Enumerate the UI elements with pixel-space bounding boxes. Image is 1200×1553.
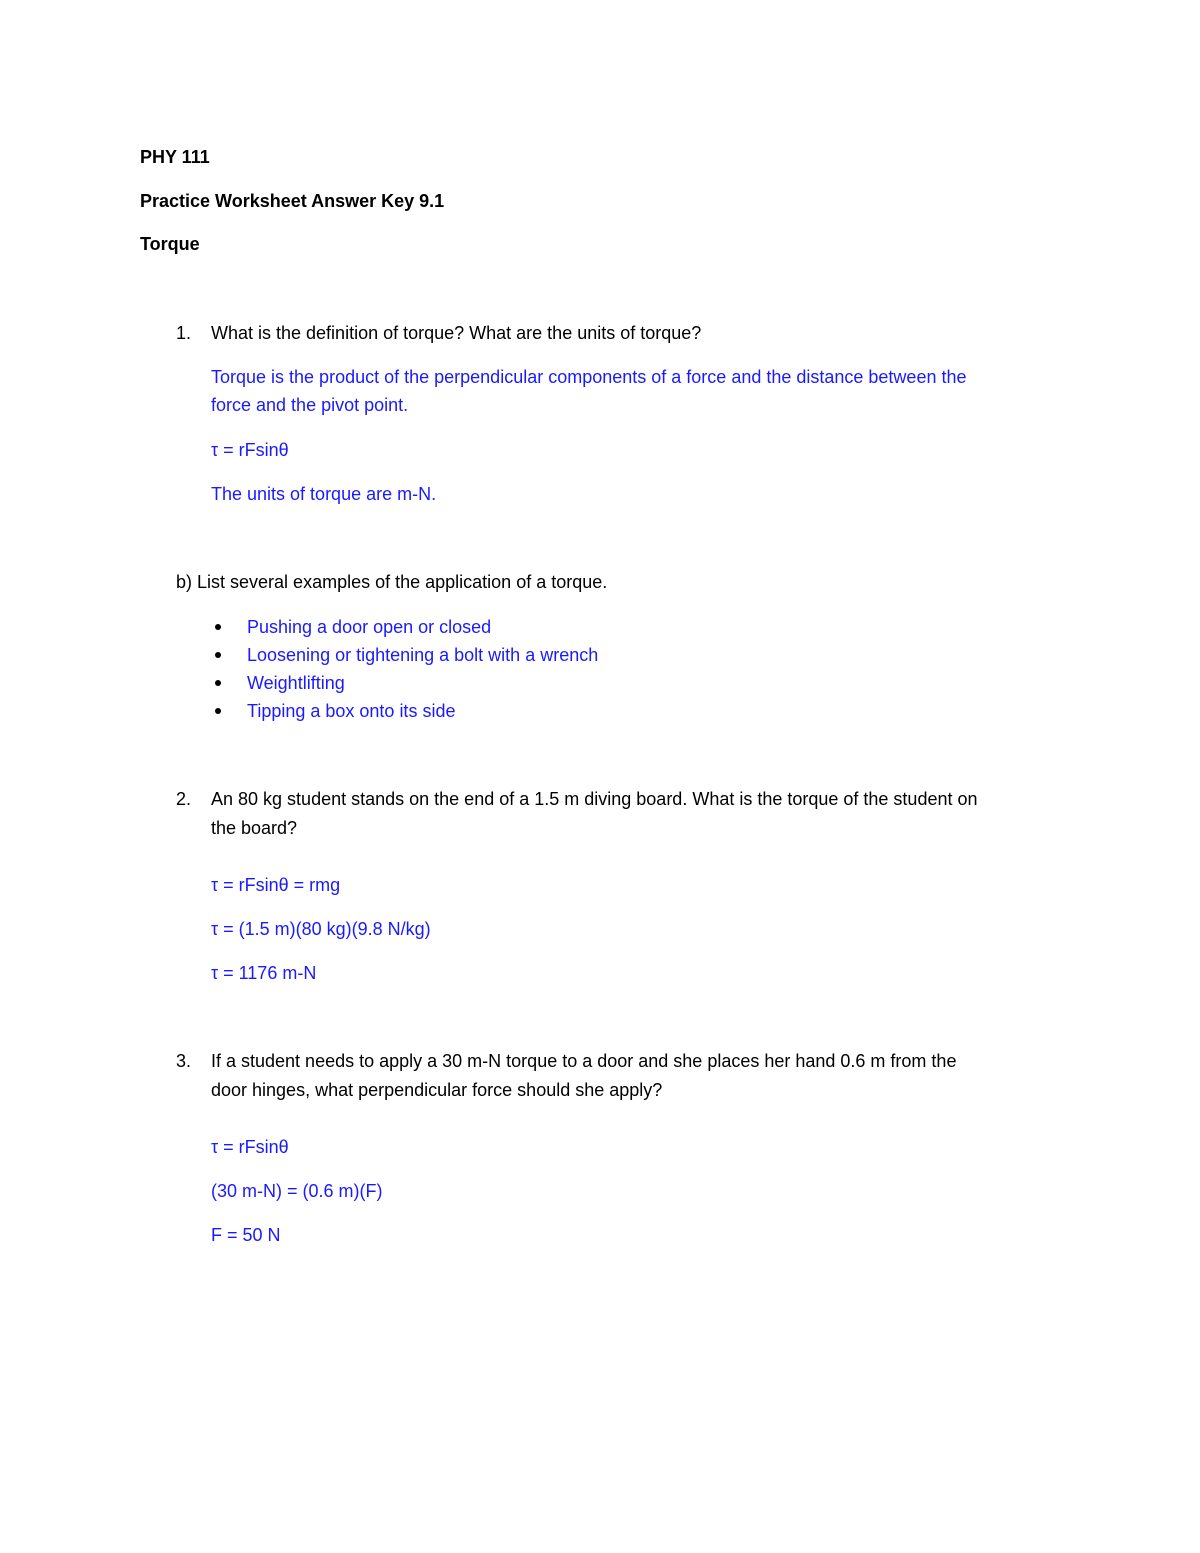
bullet-icon [215,708,221,714]
question-3-text-line2: door hinges, what perpendicular force should she apply? [211,1080,663,1100]
course-code: PHY 111 [140,147,210,167]
question-2-number: 2. [176,789,192,809]
question-3-step3: F = 50 N [211,1225,281,1245]
topic-title: Torque [140,234,200,254]
example-item-2: Loosening or tightening a bolt with a wrench [247,645,599,665]
question-1b-prefix: b) [176,572,193,592]
bullet-icon [215,652,221,658]
question-2-text-line2: the board? [211,818,298,838]
question-1b-question: List several examples of the application of a torque. [192,572,608,592]
example-item-1: Pushing a door open or closed [247,617,492,637]
question-3-step2: (30 m-N) = (0.6 m)(F) [211,1181,383,1201]
question-2-text-line1: An 80 kg student stands on the end of a 1.5 m diving board. What is the torque of the student on [211,789,978,809]
question-3-text-line1: If a student needs to apply a 30 m-N torque to a door and she places her hand 0.6 m from the [211,1051,957,1071]
question-1-answer-line2: force and the pivot point. [211,395,409,415]
question-1-number: 1. [176,323,192,343]
question-1-formula: τ = rFsinθ [211,440,289,460]
question-2-step3: τ = 1176 m-N [211,963,317,983]
question-1-units: The units of torque are m-N. [211,484,437,504]
question-2-step2: τ = (1.5 m)(80 kg)(9.8 N/kg) [211,919,431,939]
worksheet-title: Practice Worksheet Answer Key 9.1 [140,191,445,211]
bullet-icon [215,680,221,686]
example-item-3: Weightlifting [247,673,345,693]
example-item-4: Tipping a box onto its side [247,701,456,721]
question-1b-text [176,570,607,594]
question-2-step1: τ = rFsinθ = rmg [211,875,341,895]
bullet-icon [215,624,221,630]
question-3-step1: τ = rFsinθ [211,1137,289,1157]
question-1-text: What is the definition of torque? What are the units of torque? [211,323,702,343]
question-3-number: 3. [176,1051,192,1071]
question-1-answer-line1: Torque is the product of the perpendicular components of a force and the distance between the [211,367,967,387]
